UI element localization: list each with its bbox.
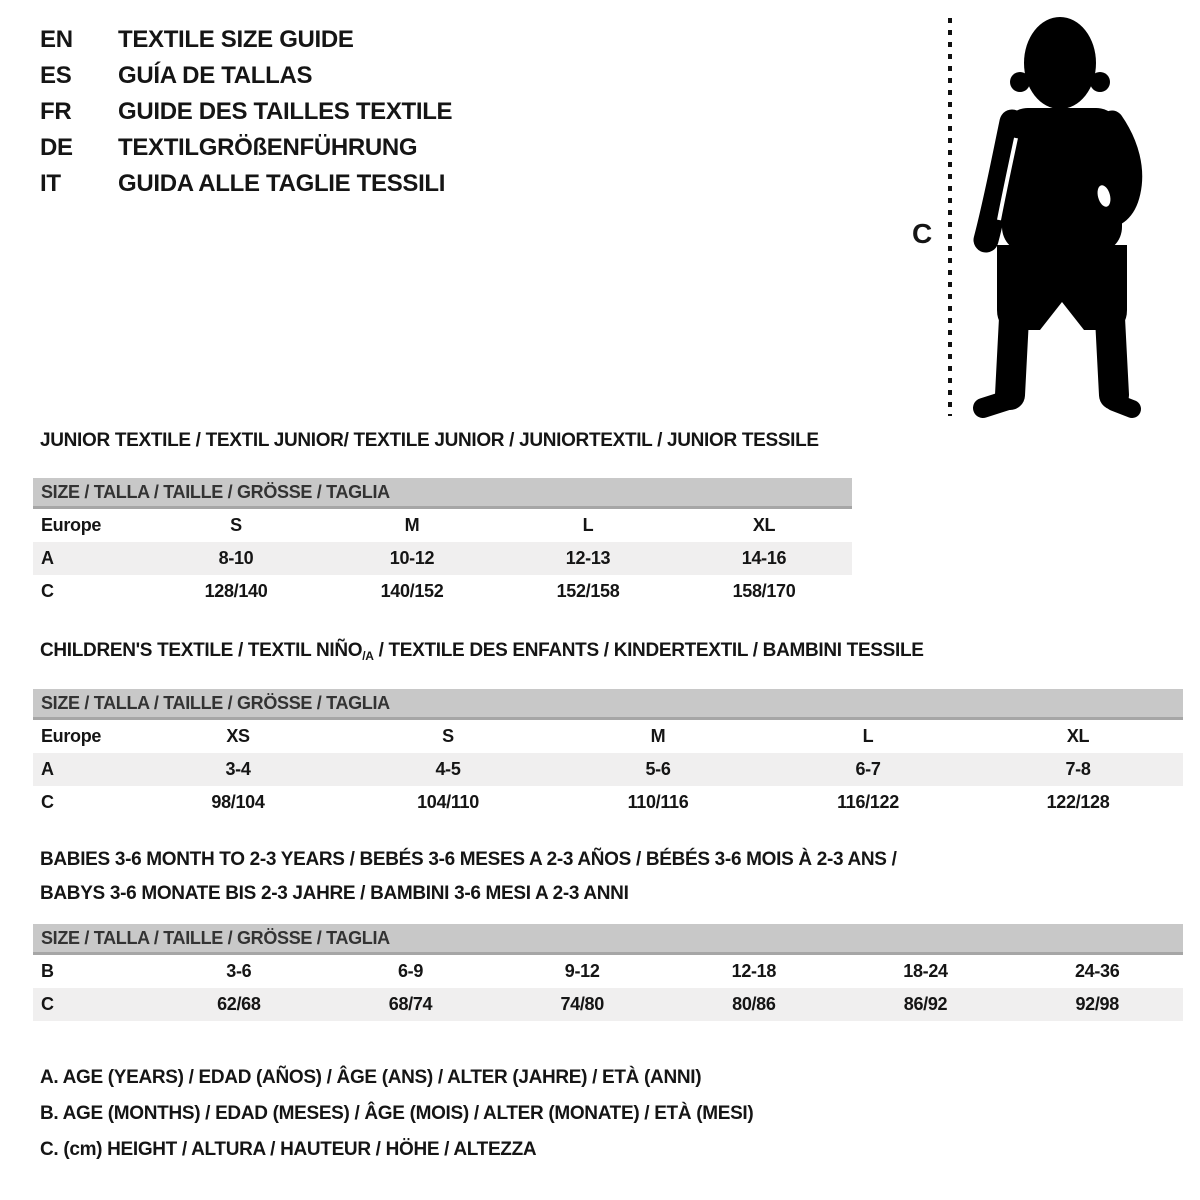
table-row-age-months	[33, 955, 1183, 988]
table-row-age	[33, 753, 1183, 786]
language-code: DE	[40, 134, 73, 161]
children-heading-text: CHILDREN'S TEXTILE / TEXTIL NIÑO	[40, 640, 363, 661]
legend-line-a: A. AGE (YEARS) / EDAD (AÑOS) / ÂGE (ANS) / ALTER (JAHRE) / ETÀ (ANNI)	[40, 1067, 702, 1088]
language-title: GUIDA ALLE TAGLIE TESSILI	[118, 170, 446, 197]
row-label: A	[41, 759, 54, 779]
language-title: GUIDE DES TAILLES TEXTILE	[118, 98, 453, 125]
row-label: C	[41, 792, 54, 812]
children-section-heading	[40, 640, 924, 663]
language-code: IT	[40, 170, 61, 197]
table-row-height	[33, 988, 1183, 1021]
junior-size-table	[33, 478, 852, 608]
table-cell: 92/98	[1075, 994, 1119, 1014]
table-cell: 80/86	[732, 994, 776, 1014]
table-cell: 9-12	[564, 961, 600, 981]
table-cell: 10-12	[389, 548, 435, 568]
table-cell: 3-4	[225, 759, 251, 779]
language-code: ES	[40, 62, 72, 89]
table-cell: 98/104	[211, 792, 265, 812]
table-cell: 8-10	[218, 548, 254, 568]
babies-section-heading	[40, 843, 897, 911]
table-row-height	[33, 786, 1183, 819]
language-row-es	[40, 58, 452, 94]
table-cell: 7-8	[1065, 759, 1091, 779]
legend-line-b: B. AGE (MONTHS) / EDAD (MESES) / ÂGE (MOIS) / ALTER (MONATE) / ETÀ (MESI)	[40, 1103, 754, 1124]
table-cell: 128/140	[204, 581, 268, 601]
babies-size-table	[33, 924, 1183, 1021]
table-cell: 152/158	[556, 581, 620, 601]
babies-heading-line2: BABYS 3-6 MONATE BIS 2-3 JAHRE / BAMBINI 3-6 MESI A 2-3 ANNI	[40, 883, 629, 904]
table-cell: 68/74	[388, 994, 433, 1014]
language-row-en	[40, 22, 452, 58]
table-cell: 3-6	[226, 961, 252, 981]
table-row-age	[33, 542, 852, 575]
row-label: A	[41, 548, 54, 568]
children-heading-subscript: /A	[362, 649, 374, 663]
table-cell: 5-6	[645, 759, 671, 779]
table-cell: XS	[226, 726, 250, 746]
table-cell: M	[650, 726, 666, 746]
language-row-de	[40, 130, 452, 166]
table-cell: L	[582, 515, 594, 535]
measure-label-c: C	[912, 218, 932, 249]
table-cell: 12-18	[731, 961, 777, 981]
table-cell: S	[230, 515, 242, 535]
table-cell: 110/116	[627, 792, 689, 812]
table-row-europe	[33, 720, 1183, 753]
language-list	[40, 22, 452, 202]
table-cell: 104/110	[417, 792, 479, 812]
table-cell: 12-13	[565, 548, 611, 568]
table-cell: 14-16	[741, 548, 787, 568]
table-cell: 74/80	[560, 994, 604, 1014]
table-cell: S	[442, 726, 454, 746]
row-label: C	[41, 581, 54, 601]
language-title: TEXTILGRÖßENFÜHRUNG	[118, 134, 418, 161]
language-row-fr	[40, 94, 452, 130]
table-cell: L	[862, 726, 874, 746]
table-cell: 18-24	[903, 961, 948, 981]
height-figure	[900, 8, 1150, 423]
table-cell: 116/122	[837, 792, 899, 812]
table-cell: 122/128	[1046, 792, 1110, 812]
babies-heading-line1: BABIES 3-6 MONTH TO 2-3 YEARS / BEBÉS 3-6 MESES A 2-3 AÑOS / BÉBÉS 3-6 MOIS À 2-3 ANS /	[40, 849, 897, 870]
table-cell: 6-9	[397, 961, 424, 981]
table-cell: 62/68	[217, 994, 261, 1014]
table-cell: 86/92	[903, 994, 948, 1014]
table-cell: XL	[752, 515, 776, 535]
size-table-header: SIZE / TALLA / TAILLE / GRÖSSE / TAGLIA	[33, 924, 1183, 955]
language-code: EN	[40, 26, 73, 53]
size-table-header: SIZE / TALLA / TAILLE / GRÖSSE / TAGLIA	[33, 478, 852, 509]
table-row-height	[33, 575, 852, 608]
row-label: B	[41, 961, 54, 981]
table-cell: 6-7	[855, 759, 881, 779]
row-label: Europe	[41, 726, 102, 746]
junior-section-heading: JUNIOR TEXTILE / TEXTIL JUNIOR/ TEXTILE JUNIOR / JUNIORTEXTIL / JUNIOR TESSILE	[40, 430, 819, 451]
legend-line-c: C. (cm) HEIGHT / ALTURA / HAUTEUR / HÖHE / ALTEZZA	[40, 1139, 537, 1160]
language-row-it	[40, 166, 452, 202]
row-label: Europe	[41, 515, 102, 535]
row-label: C	[41, 994, 54, 1014]
language-code: FR	[40, 98, 72, 125]
table-cell: M	[404, 515, 420, 535]
measure-legend	[40, 1060, 753, 1168]
table-cell: 4-5	[435, 759, 461, 779]
table-cell: 24-36	[1074, 961, 1120, 981]
table-row-europe	[33, 509, 852, 542]
language-title: GUÍA DE TALLAS	[118, 62, 313, 89]
toddler-silhouette-icon	[983, 17, 1132, 409]
table-cell: 158/170	[732, 581, 796, 601]
size-table-header: SIZE / TALLA / TAILLE / GRÖSSE / TAGLIA	[33, 689, 1183, 720]
table-cell: XL	[1066, 726, 1090, 746]
children-heading-text: / TEXTILE DES ENFANTS / KINDERTEXTIL / BAMBINI TESSILE	[373, 640, 924, 661]
table-cell: 140/152	[380, 581, 444, 601]
children-size-table	[33, 689, 1183, 819]
language-title: TEXTILE SIZE GUIDE	[118, 26, 354, 53]
